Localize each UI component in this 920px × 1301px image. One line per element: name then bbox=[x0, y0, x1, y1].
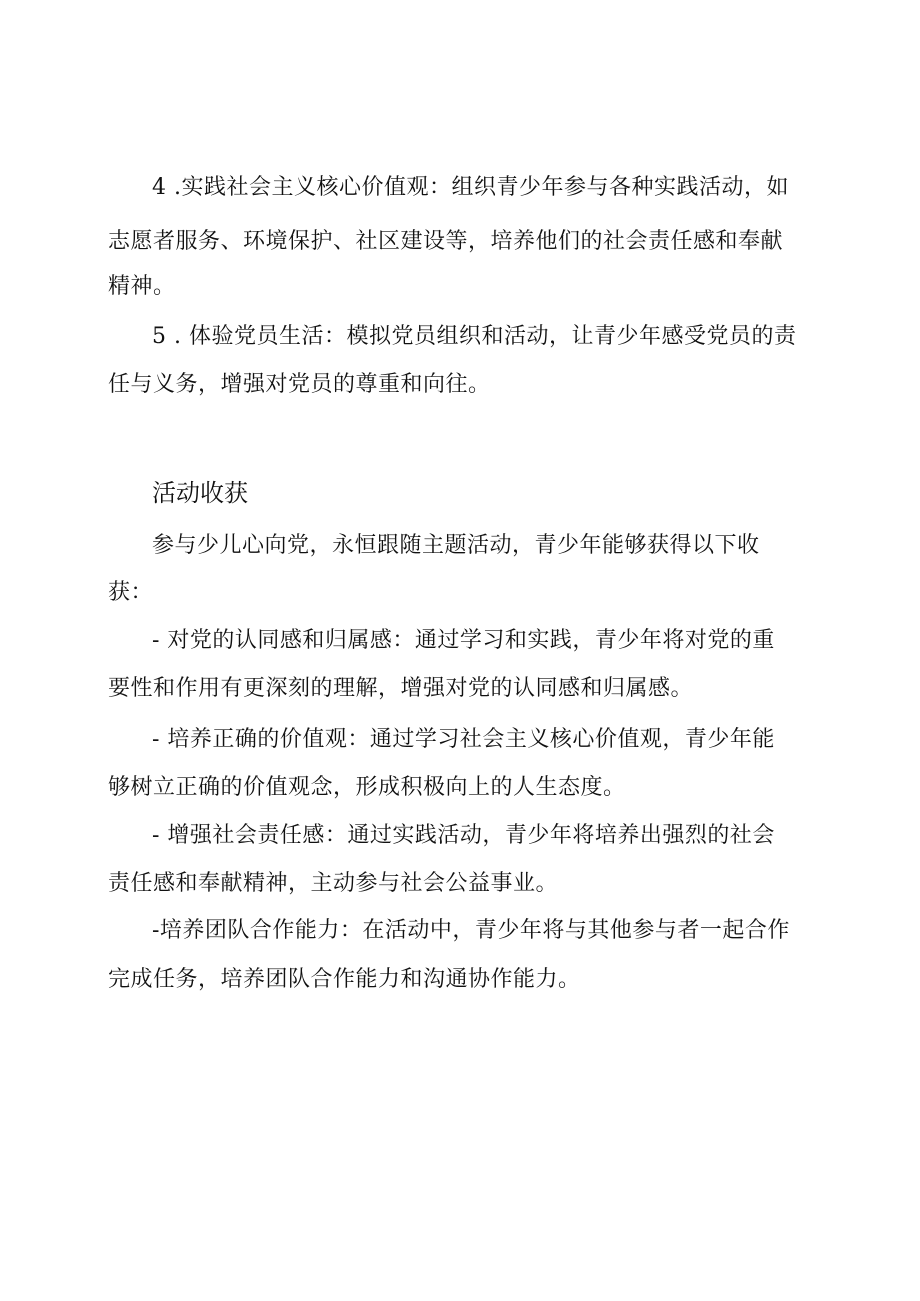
bullet-line: - 培养正确的价值观：通过学习社会主义核心价值观，青少年能 bbox=[152, 727, 775, 752]
bullet-line: 完成任务，培养团队合作能力和沟通协作能力。 bbox=[108, 967, 581, 992]
paragraph-line: 参与少儿心向党，永恒跟随主题活动，青少年能够获得以下收 bbox=[152, 533, 760, 558]
paragraph-line: 5 . 体验党员生活：模拟党员组织和活动，让青少年感受党员的责 bbox=[152, 324, 797, 349]
bullet-line: 责任感和奉献精神，主动参与社会公益事业。 bbox=[108, 871, 559, 896]
bullet-line: - 对党的认同感和归属感：通过学习和实践，青少年将对党的重 bbox=[152, 628, 775, 653]
paragraph-line: 获： bbox=[108, 580, 154, 605]
paragraph-line: 任与义务，增强对党员的尊重和向往。 bbox=[108, 372, 491, 397]
paragraph-line: 志愿者服务、环境保护、社区建设等，培养他们的社会责任感和奉献 bbox=[108, 229, 784, 254]
bullet-line: 要性和作用有更深刻的理解，增强对党的认同感和归属感。 bbox=[108, 676, 694, 701]
bullet-line: -培养团队合作能力：在活动中，青少年将与其他参与者一起合作 bbox=[152, 918, 790, 943]
bullet-line: 够树立正确的价值观念，形成积极向上的人生态度。 bbox=[108, 775, 626, 800]
paragraph-line: 精神。 bbox=[108, 274, 176, 299]
paragraph-line: 4 .实践社会主义核心价值观：组织青少年参与各种实践活动，如 bbox=[152, 175, 789, 200]
bullet-line: - 增强社会责任感：通过实践活动，青少年将培养出强烈的社会 bbox=[152, 823, 775, 848]
section-heading: 活动收获 bbox=[152, 479, 248, 507]
